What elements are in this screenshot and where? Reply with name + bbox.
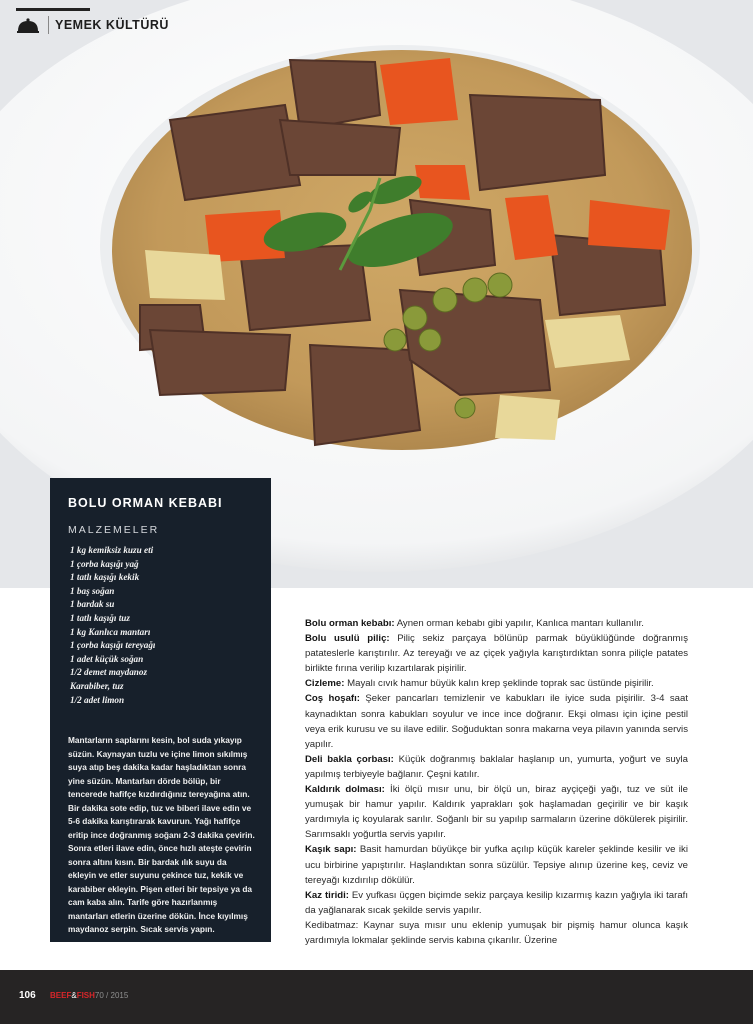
dish-paragraph <box>305 676 688 691</box>
ingredient-item: 1 çorba kaşığı tereyağı <box>70 640 156 651</box>
recipe-title: BOLU ORMAN KEBABI <box>68 496 223 510</box>
section-header <box>16 10 169 40</box>
ingredient-item: 1 kg Kanlıca mantarı <box>70 626 151 637</box>
ingredient-item: 1 bardak su <box>70 599 115 610</box>
dish-paragraph <box>305 691 688 751</box>
dish-description: Aynen orman kebabı gibi yapılır, Kanlıca mantarı kullanılır. <box>394 618 644 629</box>
header-rule <box>16 8 90 11</box>
ingredients-list <box>68 544 271 707</box>
dish-term: Kaşık sapı: <box>305 844 357 856</box>
dish-paragraph <box>305 918 688 948</box>
header-separator <box>48 16 49 34</box>
dish-description: Şeker pancarları temizlenir ve kabukları ile iyice suda pişirilir. 3-4 saat kaynadıktan sonra kabukları soyulur ve ince ince doğranır. Ekşi olması için içine pestil veya erik kurusu ve su ilave edilir. Soğuduktan sonra makarna veya pilavın yanında servis yapılır. <box>305 693 688 750</box>
dish-term: Kaldırık dolması: <box>305 784 385 796</box>
brand-fish: FISH <box>76 991 95 1000</box>
ingredient-item: 1 kg kemiksiz kuzu eti <box>70 545 154 555</box>
ingredient-item: Karabiber, tuz <box>70 680 124 691</box>
section-title: YEMEK KÜLTÜRÜ <box>55 18 169 32</box>
dish-description: İki ölçü mısır unu, bir ölçü un, biraz ayçiçeği yağı, tuz ve süt ile yumuşak bir hamur yapılır. Kaldırık yaprakları şok haşlamadan geçirilir ve bir kaşık yardımıyla iç koyularak sarılır. Soğanlı bir su yapılıp sarmaların üzerine dökülerek pişirilir. Sarımsaklı yoğurtla servis yapılır. <box>305 784 688 841</box>
page-number: 106 <box>19 990 36 1001</box>
magazine-brand <box>50 991 128 1000</box>
dish-description: Küçük doğranmış baklalar haşlanıp un, yumurta, yoğurt ve suyla yapılmış terbiyeyle bağlanır. Çeşni katılır. <box>305 753 688 780</box>
ingredient-item: 1 tatlı kaşığı kekik <box>70 572 140 583</box>
dish-paragraph <box>305 782 688 842</box>
dish-description: Basit hamurdan büyükçe bir yufka açılıp küçük kareler şeklinde kesilir ve iki ucu birbirine yapıştırılır. Haşlandıktan sonra süzülür. Tepsiye alınıp üzerine keş, ceviz ve tereyağı kızdırılıp dökülür. <box>305 844 688 886</box>
brand-ampersand: & <box>71 991 77 1000</box>
cloche-icon <box>16 17 40 33</box>
brand-beef: BEEF <box>50 991 72 1000</box>
dish-term: Deli bakla çorbası: <box>305 753 394 765</box>
ingredients-title: MALZEMELER <box>68 524 160 536</box>
dish-term: Bolu orman kebabı: <box>305 618 395 629</box>
recipe-instructions: Mantarların saplarını kesin, bol suda yıkayıp süzün. Kaynayan tuzlu ve içine limon sıkılmış suya atıp beş dakika kadar haşladıktan sonra yine süzün. Mantarları dörde bölüp, bir tencerede hafifçe kızdırdığınız tereyağına atın. Bir dakika sote edip, tuz ve biberi ilave edin ve 5-6 dakika karıştırarak kavurun. Yağı hafifçe eritip ince doğranmış soğanı 2-3 dakika çevirin. Sonra etleri ilave edin, önce hızlı ateşte çevirin sonra altını kısın. Bir bardak ılık suyu da ekleyin ve etler suyunu çekince tuz, kekik ve karabiber ekleyin. Pişen etleri bir tepsiye ya da cam kaba alın. Tarife göre hazırlanmış mantarları etlerin üzerine dökün. İnce kıyılmış maydanoz serpin. Sıcak servis yapın. <box>68 735 255 935</box>
ingredient-item: 1 adet küçük soğan <box>70 653 144 664</box>
dish-paragraph <box>305 752 688 782</box>
body-text <box>305 616 688 948</box>
dish-term: Cizleme: <box>305 678 345 690</box>
dish-term: Kaz tiridi: <box>305 889 349 901</box>
page-footer <box>0 970 753 1024</box>
dish-description: Ev yufkası üçgen biçimde sekiz parçaya kesilip kızarmış kazın yağıyla iki tarafı da yağlanarak sıcak şekilde servis yapılır. <box>305 889 688 916</box>
dish-term: Bolu usulü piliç: <box>305 633 390 645</box>
dish-paragraph <box>305 631 688 676</box>
dish-paragraph <box>305 616 688 631</box>
ingredient-item: 1/2 demet maydanoz <box>70 667 148 678</box>
dish-description: Mayalı cıvık hamur büyük kalın krep şeklinde toprak sac üstünde pişirilir. <box>344 678 654 690</box>
ingredient-item: 1 tatlı kaşığı tuz <box>70 612 130 623</box>
dish-paragraph <box>305 888 688 918</box>
dish-description: Kedibatmaz: Kaynar suya mısır unu eklenip yumuşak bir pişmiş hamur olunca kaşık yardımıyla lokmalar şeklinde servis kabına çıkarılır. Üzerine <box>305 919 688 946</box>
dish-description: Piliç sekiz parçaya bölünüp parmak büyüklüğünde doğranmış patateslerle karıştırılır. Az tereyağı ve az çiçek yağıyla karıştırdıktan sonra piliçle patates birlikte fırına verilip kızartılarak pişirilir. <box>305 633 688 675</box>
ingredient-item: 1 çorba kaşığı yağ <box>70 558 139 569</box>
ingredient-item: 1 baş soğan <box>70 585 115 596</box>
ingredient-item: 1/2 adet limon <box>70 694 125 705</box>
recipe-box <box>50 478 271 942</box>
issue-number: 70 / 2015 <box>94 991 129 1000</box>
dish-term: Coş hoşafı: <box>305 693 360 705</box>
dish-paragraph <box>305 842 688 887</box>
